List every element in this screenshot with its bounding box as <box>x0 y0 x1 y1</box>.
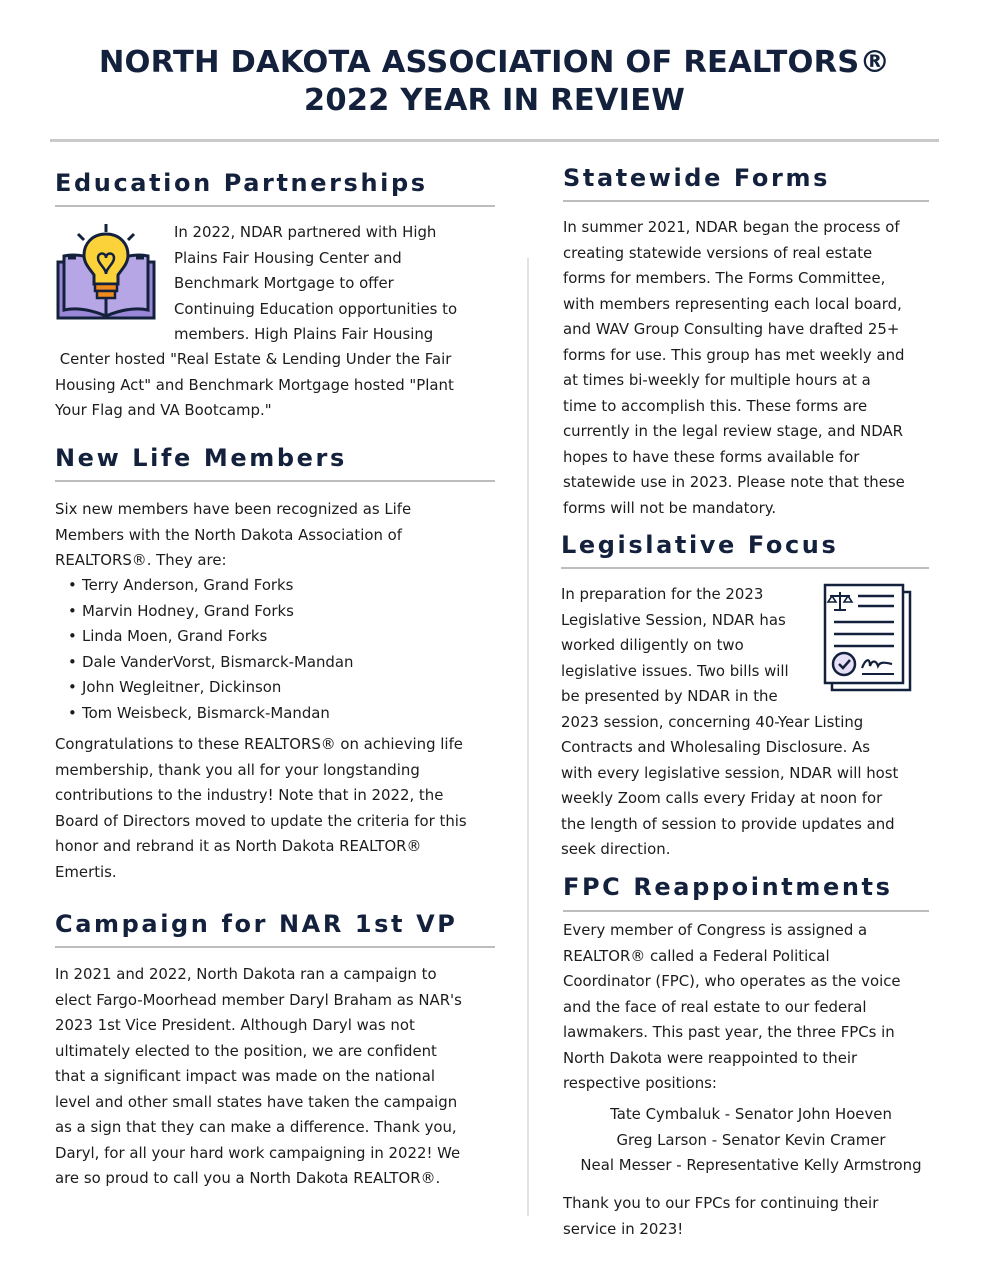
text-line: 2023 1st Vice President. Although Daryl was not <box>55 1016 415 1034</box>
text-line: at times bi-weekly for multiple hours at a <box>563 371 871 389</box>
text-line: Members with the North Dakota Association of <box>55 525 402 544</box>
legislative-heading: Legislative Focus <box>561 531 839 559</box>
life-members-intro <box>55 497 411 574</box>
list-item: • Marvin Hodney, Grand Forks <box>68 599 353 625</box>
forms-rule <box>563 200 929 202</box>
text-line: Every member of Congress is assigned a <box>563 921 868 939</box>
life-members-heading: New Life Members <box>55 444 347 472</box>
text-line: Congratulations to these REALTORS® on achieving life <box>55 735 463 753</box>
text-line: are so proud to call you a North Dakota REALTOR®. <box>55 1169 441 1187</box>
education-heading: Education Partnerships <box>55 169 428 197</box>
campaign-heading: Campaign for NAR 1st VP <box>55 910 458 938</box>
legislative-text <box>561 582 898 863</box>
list-item: Neal Messer - Representative Kelly Armstrong <box>580 1156 922 1174</box>
text-line: weekly Zoom calls every Friday at noon for <box>561 789 883 807</box>
text-line: legislative issues. Two bills will <box>561 661 789 680</box>
text-line: In summer 2021, NDAR began the process of <box>563 218 900 236</box>
text-line: creating statewide versions of real estate <box>563 243 873 262</box>
text-line: Continuing Education opportunities to <box>174 299 458 318</box>
text-line: Housing Act" and Benchmark Mortgage hosted "Plant <box>55 375 454 394</box>
text-line: membership, thank you all for your longstanding <box>55 760 420 779</box>
text-line: Six new members have been recognized as Life <box>55 500 412 518</box>
text-line: that a significant impact was made on the national <box>55 1067 436 1085</box>
text-line: In 2022, NDAR partnered with High <box>174 223 437 241</box>
text-line: Emertis. <box>55 862 117 881</box>
list-item: • Tom Weisbeck, Bismarck-Mandan <box>68 701 353 727</box>
list-item: • John Wegleitner, Dickinson <box>68 675 353 701</box>
fpc-closing <box>563 1191 878 1242</box>
text-line: Center hosted "Real Estate & Lending Under the Fair <box>55 350 452 368</box>
lightbulb-book-icon <box>52 222 160 326</box>
text-line: Board of Directors moved to update the criteria for this <box>55 811 467 830</box>
list-item: Tate Cymbaluk - Senator John Hoeven <box>610 1105 892 1123</box>
forms-heading: Statewide Forms <box>563 164 830 192</box>
text-line: Daryl, for all your hard work campaigning in 2022! We <box>55 1143 461 1162</box>
text-line: with members representing each local board, <box>563 294 902 313</box>
text-line: REALTOR® called a Federal Political <box>563 946 830 965</box>
education-text-full <box>55 347 454 424</box>
text-line: time to accomplish this. These forms are <box>563 396 868 415</box>
fpc-heading: FPC Reappointments <box>563 873 893 901</box>
education-rule <box>55 205 495 207</box>
campaign-text <box>55 962 462 1192</box>
text-line: honor and rebrand it as North Dakota REALTOR® <box>55 837 422 855</box>
life-members-list <box>68 573 353 726</box>
title-line-2: 2022 YEAR IN REVIEW <box>303 83 686 118</box>
text-line: members. High Plains Fair Housing <box>174 325 434 343</box>
forms-text <box>563 215 905 521</box>
text-line: and the face of real estate to our federal <box>563 997 867 1016</box>
life-members-closing <box>55 732 467 885</box>
text-line: elect Fargo-Moorhead member Daryl Braham as NAR's <box>55 990 462 1009</box>
title-divider <box>50 139 939 142</box>
text-line: seek direction. <box>561 840 671 858</box>
text-line: be presented by NDAR in the <box>561 687 778 705</box>
text-line: as a sign that they can make a difference. Thank you, <box>55 1118 457 1136</box>
list-item: • Linda Moen, Grand Forks <box>68 624 353 650</box>
list-item: • Terry Anderson, Grand Forks <box>68 573 353 599</box>
text-line: level and other small states have taken the campaign <box>55 1092 458 1111</box>
fpc-intro <box>563 918 901 1097</box>
column-divider <box>527 258 529 1216</box>
text-line: forms will not be mandatory. <box>563 498 777 517</box>
text-line: hopes to have these forms available for <box>563 447 860 466</box>
text-line: North Dakota were reappointed to their <box>563 1048 858 1067</box>
text-line: Plains Fair Housing Center and <box>174 248 402 267</box>
fpc-rule <box>563 910 929 912</box>
text-line: In 2021 and 2022, North Dakota ran a campaign to <box>55 965 437 983</box>
text-line: Benchmark Mortgage to offer <box>174 274 394 292</box>
list-item: • Dale VanderVorst, Bismarck-Mandan <box>68 650 353 676</box>
legislative-rule <box>561 567 929 569</box>
text-line: service in 2023! <box>563 1219 684 1238</box>
text-line: Thank you to our FPCs for continuing their <box>563 1194 879 1212</box>
text-line: REALTORS®. They are: <box>55 551 227 569</box>
text-line: currently in the legal review stage, and NDAR <box>563 422 904 440</box>
education-text-wrapped <box>174 220 457 348</box>
text-line: respective positions: <box>563 1074 717 1092</box>
text-line: 2023 session, concerning 40-Year Listing <box>561 712 864 731</box>
text-line: forms for use. This group has met weekly and <box>563 345 905 364</box>
text-line: contributions to the industry! Note that in 2022, the <box>55 786 444 804</box>
list-item: Greg Larson - Senator Kevin Cramer <box>616 1130 886 1149</box>
text-line: and WAV Group Consulting have drafted 25+ <box>563 320 900 338</box>
text-line: Legislative Session, NDAR has <box>561 610 786 629</box>
text-line: ultimately elected to the position, we are confident <box>55 1041 437 1060</box>
fpc-appointments-list <box>560 1102 942 1179</box>
text-line: Contracts and Wholesaling Disclosure. As <box>561 738 871 756</box>
text-line: the length of session to provide updates and <box>561 814 895 833</box>
life-members-rule <box>55 480 495 482</box>
text-line: lawmakers. This past year, the three FPCs in <box>563 1023 895 1041</box>
page-title <box>0 44 989 120</box>
text-line: Your Flag and VA Bootcamp." <box>55 401 272 419</box>
text-line: statewide use in 2023. Please note that these <box>563 473 905 491</box>
text-line: worked diligently on two <box>561 636 744 654</box>
text-line: forms for members. The Forms Committee, <box>563 269 886 287</box>
title-line-1: NORTH DAKOTA ASSOCIATION OF REALTORS® <box>98 45 891 80</box>
text-line: In preparation for the 2023 <box>561 585 764 603</box>
text-line: Coordinator (FPC), who operates as the voice <box>563 972 901 990</box>
text-line: with every legislative session, NDAR will host <box>561 763 899 782</box>
campaign-rule <box>55 946 495 948</box>
